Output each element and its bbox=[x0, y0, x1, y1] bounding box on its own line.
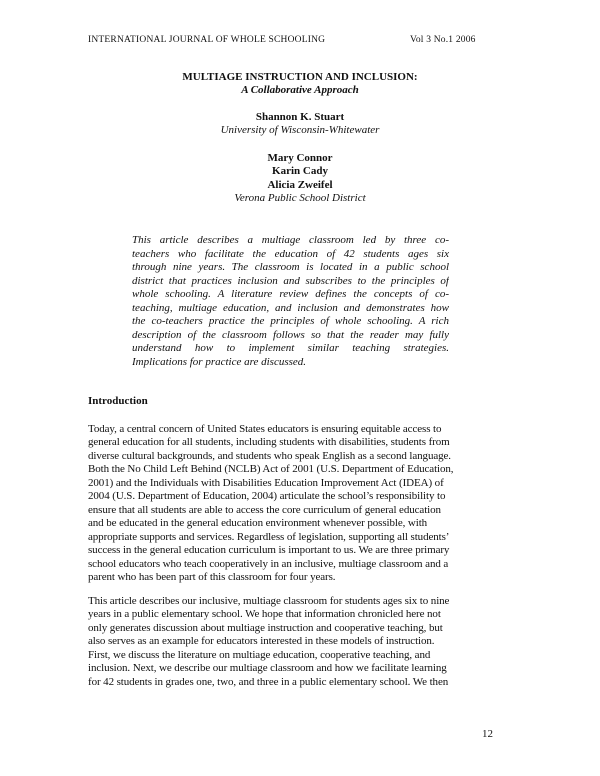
text-line: general education for all students, including students with disabilities, students from bbox=[88, 436, 450, 449]
text-line: for 42 students in grades one, two, and three in a public elementary school. We then bbox=[88, 675, 449, 688]
author-affiliation: University of Wisconsin-Whitewater bbox=[220, 124, 380, 137]
author-name: Karin Cady bbox=[272, 165, 328, 178]
text-line: district that practices inclusion and subscribes to the principles of bbox=[132, 274, 449, 287]
text-line: Today, a central concern of United States educators is ensuring equitable access to bbox=[88, 423, 442, 435]
text-line: through nine years. The classroom is located in a public school bbox=[132, 261, 449, 273]
text-line: Both the No Child Left Behind (NCLB) Act of 2001 (U.S. Department of Education, bbox=[88, 463, 454, 476]
text-line: appropriate supports and services. Regardless of legislation, supporting all students’ bbox=[88, 530, 450, 543]
text-line: 2001) and the Individuals with Disabilities Education Improvement Act (IDEA) of bbox=[88, 476, 444, 489]
journal-header: INTERNATIONAL JOURNAL OF WHOLE SCHOOLING bbox=[88, 35, 326, 45]
text-line: understand how to implement similar teaching strategies. bbox=[132, 342, 449, 354]
title-block bbox=[0, 71, 600, 98]
article-title: MULTIAGE INSTRUCTION AND INCLUSION: bbox=[182, 71, 418, 83]
text-line: the co-teachers practice the principles of whole schooling. A rich bbox=[132, 315, 449, 327]
page-number: 12 bbox=[482, 728, 493, 740]
text-line: success in the general education curriculum is important to us. We are three primary bbox=[88, 544, 450, 557]
text-line: First, we discuss the literature on multiage education, cooperative teaching, and bbox=[88, 648, 431, 661]
author-name: Mary Connor bbox=[267, 152, 333, 164]
intro-paragraph-1 bbox=[88, 423, 498, 584]
text-line: parent who has been part of this classroom for four years. bbox=[88, 570, 336, 583]
text-line: This article describes our inclusive, multiage classroom for students ages six to nine bbox=[88, 595, 450, 607]
text-line: only generates discussion about multiage instruction and cooperative teaching, but bbox=[88, 621, 443, 634]
text-line: school educators who teach cooperatively in an inclusive, multiage classroom and a bbox=[88, 557, 449, 570]
text-line: 2004 (U.S. Department of Education, 2004) articulate the school’s responsibility to bbox=[88, 490, 446, 503]
text-line: teaching, multiage education, and inclusion and demonstrates how bbox=[132, 301, 449, 314]
issue-label: Vol 3 No.1 2006 bbox=[410, 35, 476, 45]
author-name: Shannon K. Stuart bbox=[255, 111, 345, 123]
text-line: and be educated in the general education environment whenever possible, with bbox=[88, 517, 428, 530]
text-line: also serves as an example for educators interested in these models of instruction. bbox=[88, 635, 435, 648]
author-block-2 bbox=[0, 152, 600, 206]
article-subtitle: A Collaborative Approach bbox=[241, 84, 359, 97]
author-block-1 bbox=[0, 111, 600, 138]
text-line: ensure that all students are able to access the core curriculum of general education bbox=[88, 503, 441, 516]
abstract bbox=[132, 234, 449, 369]
text-line: This article describes a multiage classroom led by three co- bbox=[132, 234, 449, 246]
text-line: diverse cultural backgrounds, and students who speak English as a second language. bbox=[88, 449, 451, 462]
text-line: teachers who facilitate the education of 42 students ages six bbox=[132, 247, 449, 260]
intro-paragraph-2 bbox=[88, 595, 498, 689]
text-line: Implications for practice are discussed. bbox=[132, 355, 307, 368]
text-line: whole schooling. A literature review defines the concepts of co- bbox=[132, 288, 449, 300]
author-affiliation: Verona Public School District bbox=[234, 192, 366, 205]
section-heading: Introduction bbox=[88, 395, 148, 407]
author-name: Alicia Zweifel bbox=[267, 178, 333, 191]
text-line: years in a public elementary school. We hope that information chronicled here not bbox=[88, 608, 441, 621]
text-line: description of the classroom follows so that the reader may fully bbox=[132, 328, 449, 341]
text-line: inclusion. Next, we describe our multiage classroom and how we facilitate learning bbox=[88, 662, 447, 675]
